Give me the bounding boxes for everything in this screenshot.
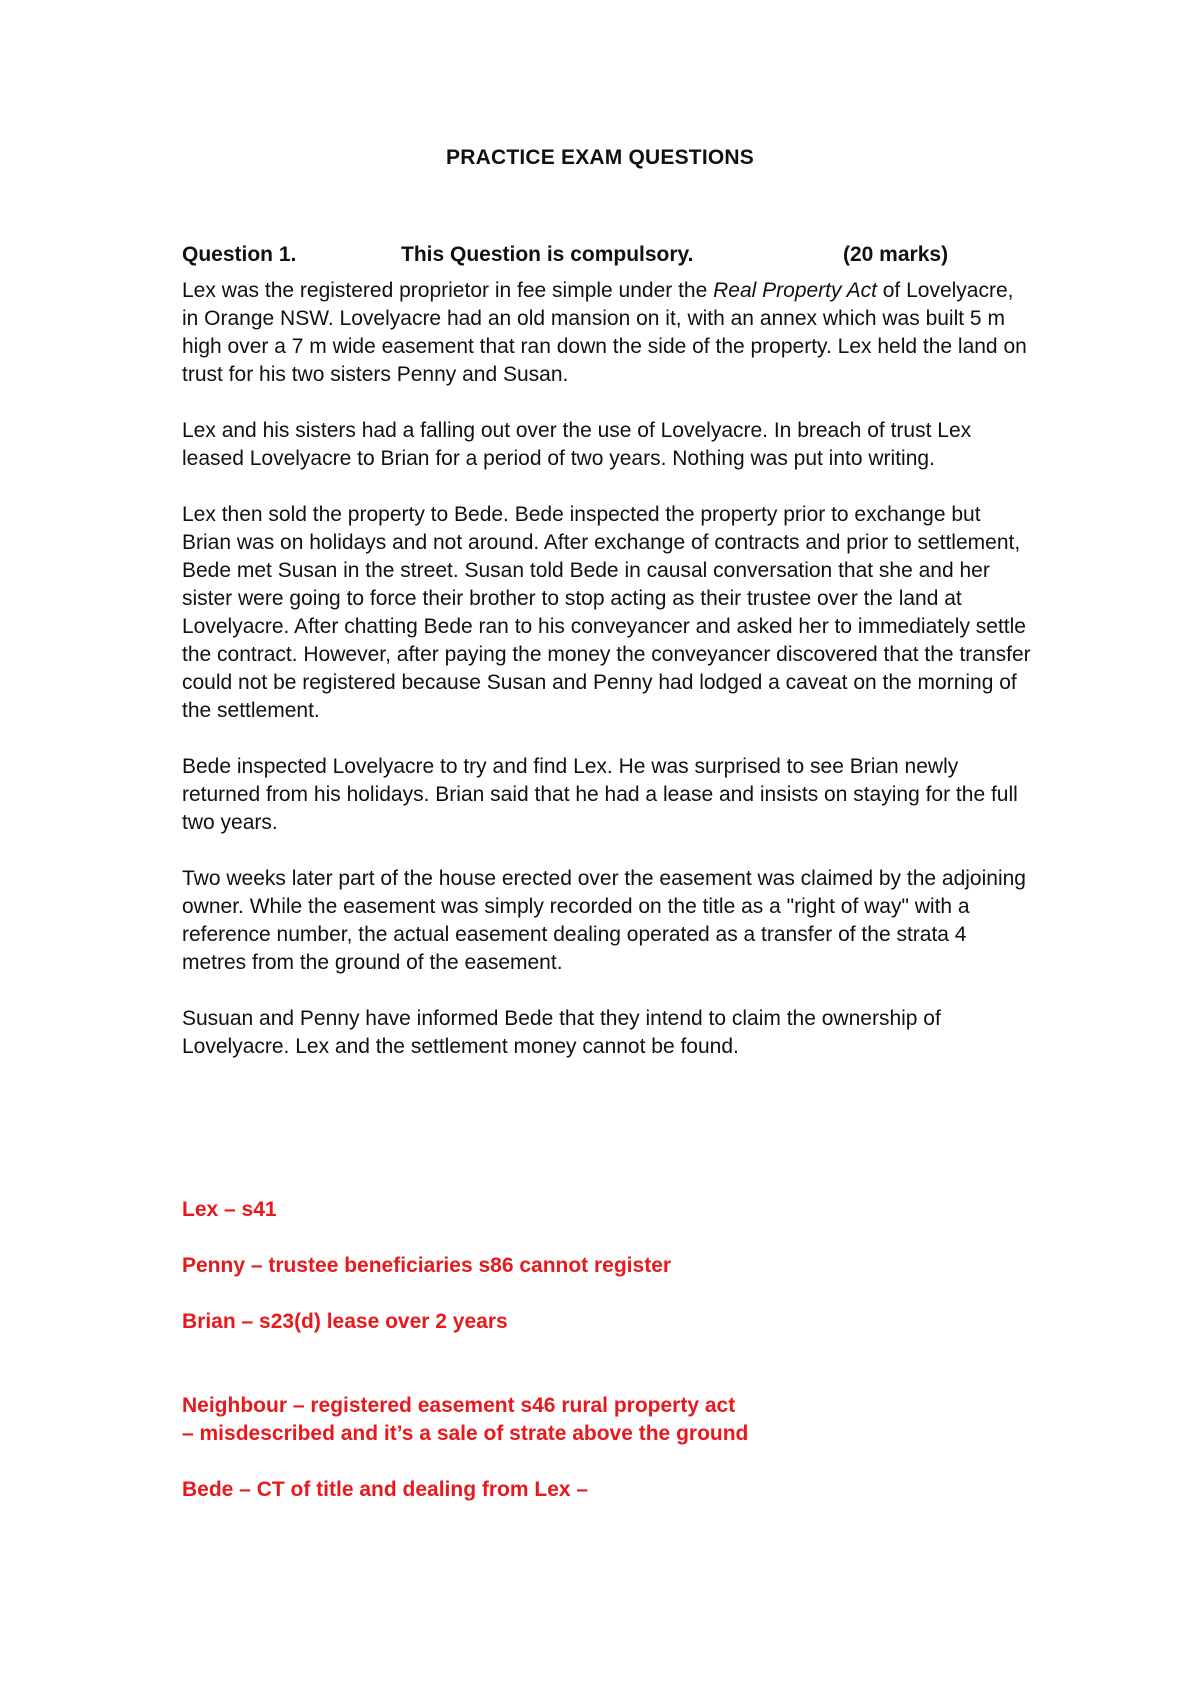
note-bede: Bede – CT of title and dealing from Lex – (182, 1478, 589, 1501)
note-brian: Brian – s23(d) lease over 2 years (182, 1310, 508, 1333)
paragraph-1 (182, 277, 1032, 389)
act-name: Real Property Act (713, 279, 877, 302)
note-penny: Penny – trustee beneficiaries s86 cannot register (182, 1254, 672, 1277)
note-neighbour (182, 1392, 1032, 1448)
paragraph-6: Susuan and Penny have informed Bede that they intend to claim the ownership of Lovelyacre. Lex and the settlement money cannot be found. (182, 1007, 941, 1058)
paragraph-4: Bede inspected Lovelyacre to try and find Lex. He was surprised to see Brian newly returned from his holidays. Brian said that he had a lease and insists on staying for the full two years. (182, 755, 1018, 834)
note-lex: Lex – s41 (182, 1198, 277, 1221)
question-header (182, 243, 1032, 271)
paragraph-2: Lex and his sisters had a falling out over the use of Lovelyacre. In breach of trust Lex leased Lovelyacre to Brian for a period of two years. Nothing was put into writing. (182, 419, 972, 470)
page-title: PRACTICE EXAM QUESTIONS (446, 146, 754, 169)
question-body (182, 277, 1032, 1089)
paragraph-5: Two weeks later part of the house erected over the easement was claimed by the adjoining owner. While the easement was simply recorded on the title as a "right of way" with a reference number, the actual easement dealing operated as a transfer of the strata 4 metres from the ground of the easement. (182, 867, 1026, 974)
question-description: This Question is compulsory. (401, 243, 694, 266)
answer-notes (182, 1196, 1032, 1532)
paragraph-3: Lex then sold the property to Bede. Bede inspected the property prior to exchange but Brian was on holidays and not around. After exchange of contracts and prior to settlement, Bede met Susan in the street. Susan told Bede in causal conversation that she and her sister were going to force their brother to stop acting as their trustee over the land at Lovelyacre. After chatting Bede ran to his conveyancer and asked her to immediately settle the contract. However, after paying the money the conveyancer discovered that the transfer could not be registered because Susan and Penny had lodged a caveat on the morning of the settlement. (182, 503, 1031, 722)
question-marks: (20 marks) (843, 243, 949, 266)
paragraph-1-end: of Lovelyacre, in Orange NSW. Lovelyacre had an old mansion on it, with an annex which was built 5 m high over a 7 m wide easement that ran down the side of the property. Lex held the land on trust for his two sisters Penny and Susan. (182, 279, 1027, 386)
question-number: Question 1. (182, 243, 297, 266)
note-neighbour-line-1: Neighbour – registered easement s46 rural property act (182, 1394, 736, 1417)
paragraph-1-start: Lex was the registered proprietor in fee simple under the (182, 279, 714, 302)
note-neighbour-line-2: – misdescribed and it’s a sale of strate above the ground (182, 1422, 749, 1445)
